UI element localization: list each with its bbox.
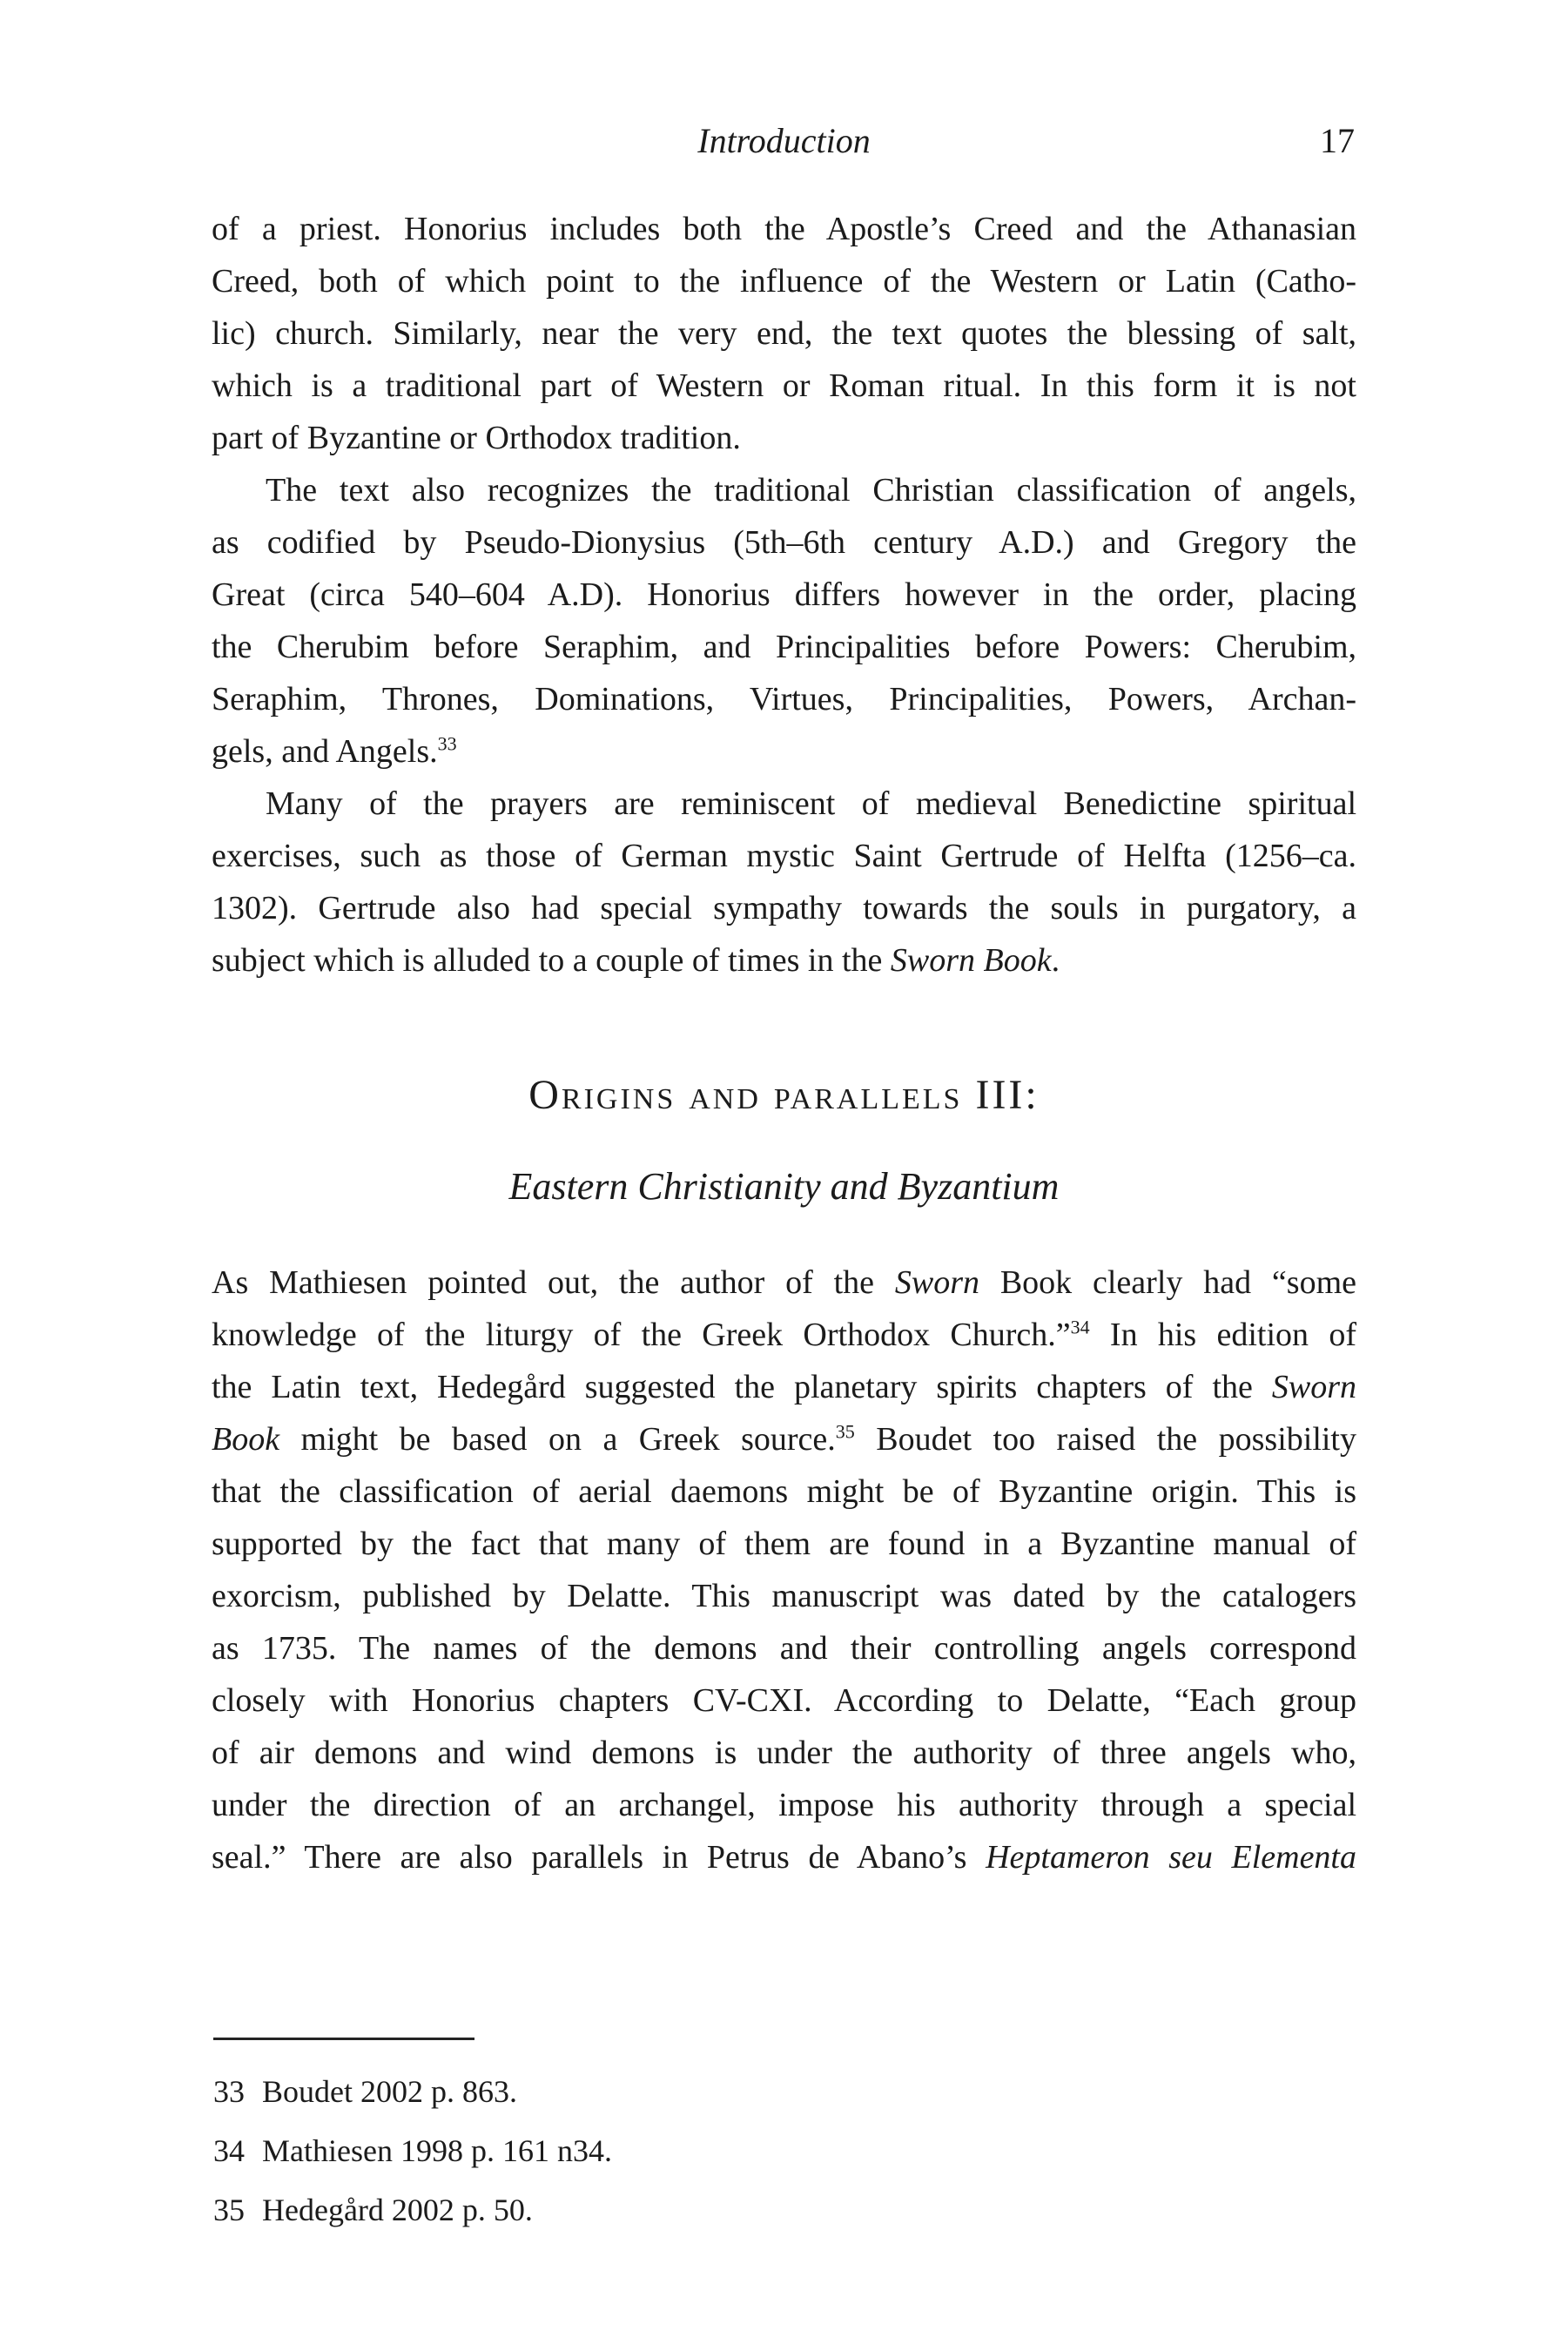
footnote bbox=[213, 2062, 1358, 2121]
text-line bbox=[212, 464, 1356, 516]
text-line bbox=[212, 1622, 1356, 1674]
text-line bbox=[212, 934, 1356, 987]
footnote-text: Hedegård 2002 p. 50. bbox=[262, 2193, 533, 2227]
text-line bbox=[212, 830, 1356, 882]
text-segment: the Latin text, Hedegård suggested the planetary spirits chapters of the bbox=[212, 1369, 1272, 1405]
footnote-text: Boudet 2002 p. 863. bbox=[262, 2074, 517, 2109]
text-segment: part of Byzantine or Orthodox tradition. bbox=[212, 420, 741, 456]
text-line bbox=[212, 1570, 1356, 1622]
text-segment: might be based on a Greek source. bbox=[279, 1421, 836, 1458]
text-segment: . bbox=[1051, 942, 1060, 979]
text-segment: of air demons and wind demons is under the authority of three angels who, bbox=[212, 1735, 1356, 1771]
running-header bbox=[212, 118, 1356, 164]
footnotes bbox=[213, 2062, 1358, 2240]
text-segment: of a priest. Honorius includes both the Apostle’s Creed and the Athanasian bbox=[212, 211, 1356, 247]
text-segment: As Mathiesen pointed out, the author of the bbox=[212, 1264, 895, 1301]
text-segment: as codified by Pseudo-Dionysius (5th–6th century A.D.) and Gregory the bbox=[212, 524, 1356, 561]
footnote-reference: 34 bbox=[1070, 1316, 1090, 1338]
text-line bbox=[212, 1309, 1356, 1361]
text-segment: that the classification of aerial daemons might be of Byzantine origin. This is bbox=[212, 1473, 1356, 1510]
text-segment: lic) church. Similarly, near the very end, the text quotes the blessing of salt, bbox=[212, 315, 1356, 352]
text-line bbox=[212, 1779, 1356, 1831]
text-line bbox=[212, 307, 1356, 360]
text-segment: under the direction of an archangel, impose his authority through a special bbox=[212, 1787, 1356, 1823]
text-segment: which is a traditional part of Western or Roman ritual. In this form it is not bbox=[212, 367, 1356, 404]
running-header-title: Introduction bbox=[697, 121, 871, 160]
text-line bbox=[212, 1361, 1356, 1413]
text-segment: Sworn Book bbox=[890, 942, 1052, 979]
text-segment: 1302). Gertrude also had special sympathy towards the souls in purgatory, a bbox=[212, 890, 1356, 926]
footnote-reference: 33 bbox=[437, 732, 457, 755]
text-line bbox=[212, 1674, 1356, 1727]
text-segment: Creed, both of which point to the influence of the Western or Latin (Catho- bbox=[212, 263, 1356, 300]
paragraph bbox=[212, 1256, 1356, 1883]
text-segment: the Cherubim before Seraphim, and Principalities before Powers: Cherubim, bbox=[212, 629, 1356, 665]
text-line bbox=[212, 516, 1356, 569]
text-segment: The text also recognizes the traditional Christian classification of angels, bbox=[266, 472, 1356, 509]
footnote-number: 35 bbox=[213, 2193, 245, 2227]
text-segment: Great (circa 540–604 A.D). Honorius differs however in the order, placing bbox=[212, 576, 1356, 613]
text-segment: subject which is alluded to a couple of times in the bbox=[212, 942, 891, 979]
text-line bbox=[212, 569, 1356, 621]
text-line bbox=[212, 255, 1356, 307]
text-line bbox=[212, 882, 1356, 934]
text-line bbox=[212, 1518, 1356, 1570]
text-line bbox=[212, 1413, 1356, 1465]
section-heading: Origins and parallels III: bbox=[528, 1072, 1040, 1118]
text-segment: Boudet too raised the possibility bbox=[854, 1421, 1356, 1458]
footnote-reference: 35 bbox=[835, 1420, 855, 1443]
footnote-number: 33 bbox=[213, 2074, 245, 2109]
text-segment: exorcism, published by Delatte. This manuscript was dated by the catalogers bbox=[212, 1578, 1356, 1614]
text-line bbox=[212, 203, 1356, 255]
text-segment: knowledge of the liturgy of the Greek Orthodox Church.” bbox=[212, 1317, 1071, 1353]
text-segment: Seraphim, Thrones, Dominations, Virtues, Principalities, Powers, Archan- bbox=[212, 681, 1356, 717]
footnote-number: 34 bbox=[213, 2133, 245, 2168]
paragraph bbox=[212, 203, 1356, 464]
text-segment: Sworn bbox=[894, 1264, 979, 1301]
text-line bbox=[212, 1831, 1356, 1883]
text-line bbox=[212, 1256, 1356, 1309]
text-segment: supported by the fact that many of them are found in a Byzantine manual of bbox=[212, 1526, 1356, 1562]
section-subheading: Eastern Christianity and Byzantium bbox=[508, 1165, 1060, 1208]
paragraph bbox=[212, 778, 1356, 987]
text-segment: gels, and Angels. bbox=[212, 733, 438, 770]
text-line bbox=[212, 725, 1356, 778]
text-line bbox=[212, 673, 1356, 725]
page-number: 17 bbox=[1320, 121, 1355, 160]
footnote-text: Mathiesen 1998 p. 161 n34. bbox=[262, 2133, 612, 2168]
text-line bbox=[212, 360, 1356, 412]
footnote-separator bbox=[213, 2038, 474, 2040]
text-segment: In his edition of bbox=[1089, 1317, 1356, 1353]
text-line bbox=[212, 1465, 1356, 1518]
text-segment: closely with Honorius chapters CV-CXI. According to Delatte, “Each group bbox=[212, 1682, 1356, 1719]
paragraph bbox=[212, 464, 1356, 778]
text-segment: Book clearly had “some bbox=[979, 1264, 1356, 1301]
text-segment: Many of the prayers are reminiscent of medieval Benedictine spiritual bbox=[266, 785, 1356, 822]
text-line bbox=[212, 412, 1356, 464]
text-segment: Sworn bbox=[1271, 1369, 1356, 1405]
text-segment: Book bbox=[212, 1421, 280, 1458]
footnote bbox=[213, 2180, 1358, 2240]
text-segment: exercises, such as those of German mystic Saint Gertrude of Helfta (1256–ca. bbox=[212, 838, 1356, 874]
footnote bbox=[213, 2121, 1358, 2180]
text-line bbox=[212, 778, 1356, 830]
body-text bbox=[212, 203, 1356, 1883]
text-segment: as 1735. The names of the demons and their controlling angels correspond bbox=[212, 1630, 1356, 1667]
text-segment: Heptameron seu Elementa bbox=[986, 1839, 1356, 1876]
text-segment: seal.” There are also parallels in Petrus de Abano’s bbox=[212, 1839, 986, 1876]
text-line bbox=[212, 621, 1356, 673]
text-line bbox=[212, 1727, 1356, 1779]
